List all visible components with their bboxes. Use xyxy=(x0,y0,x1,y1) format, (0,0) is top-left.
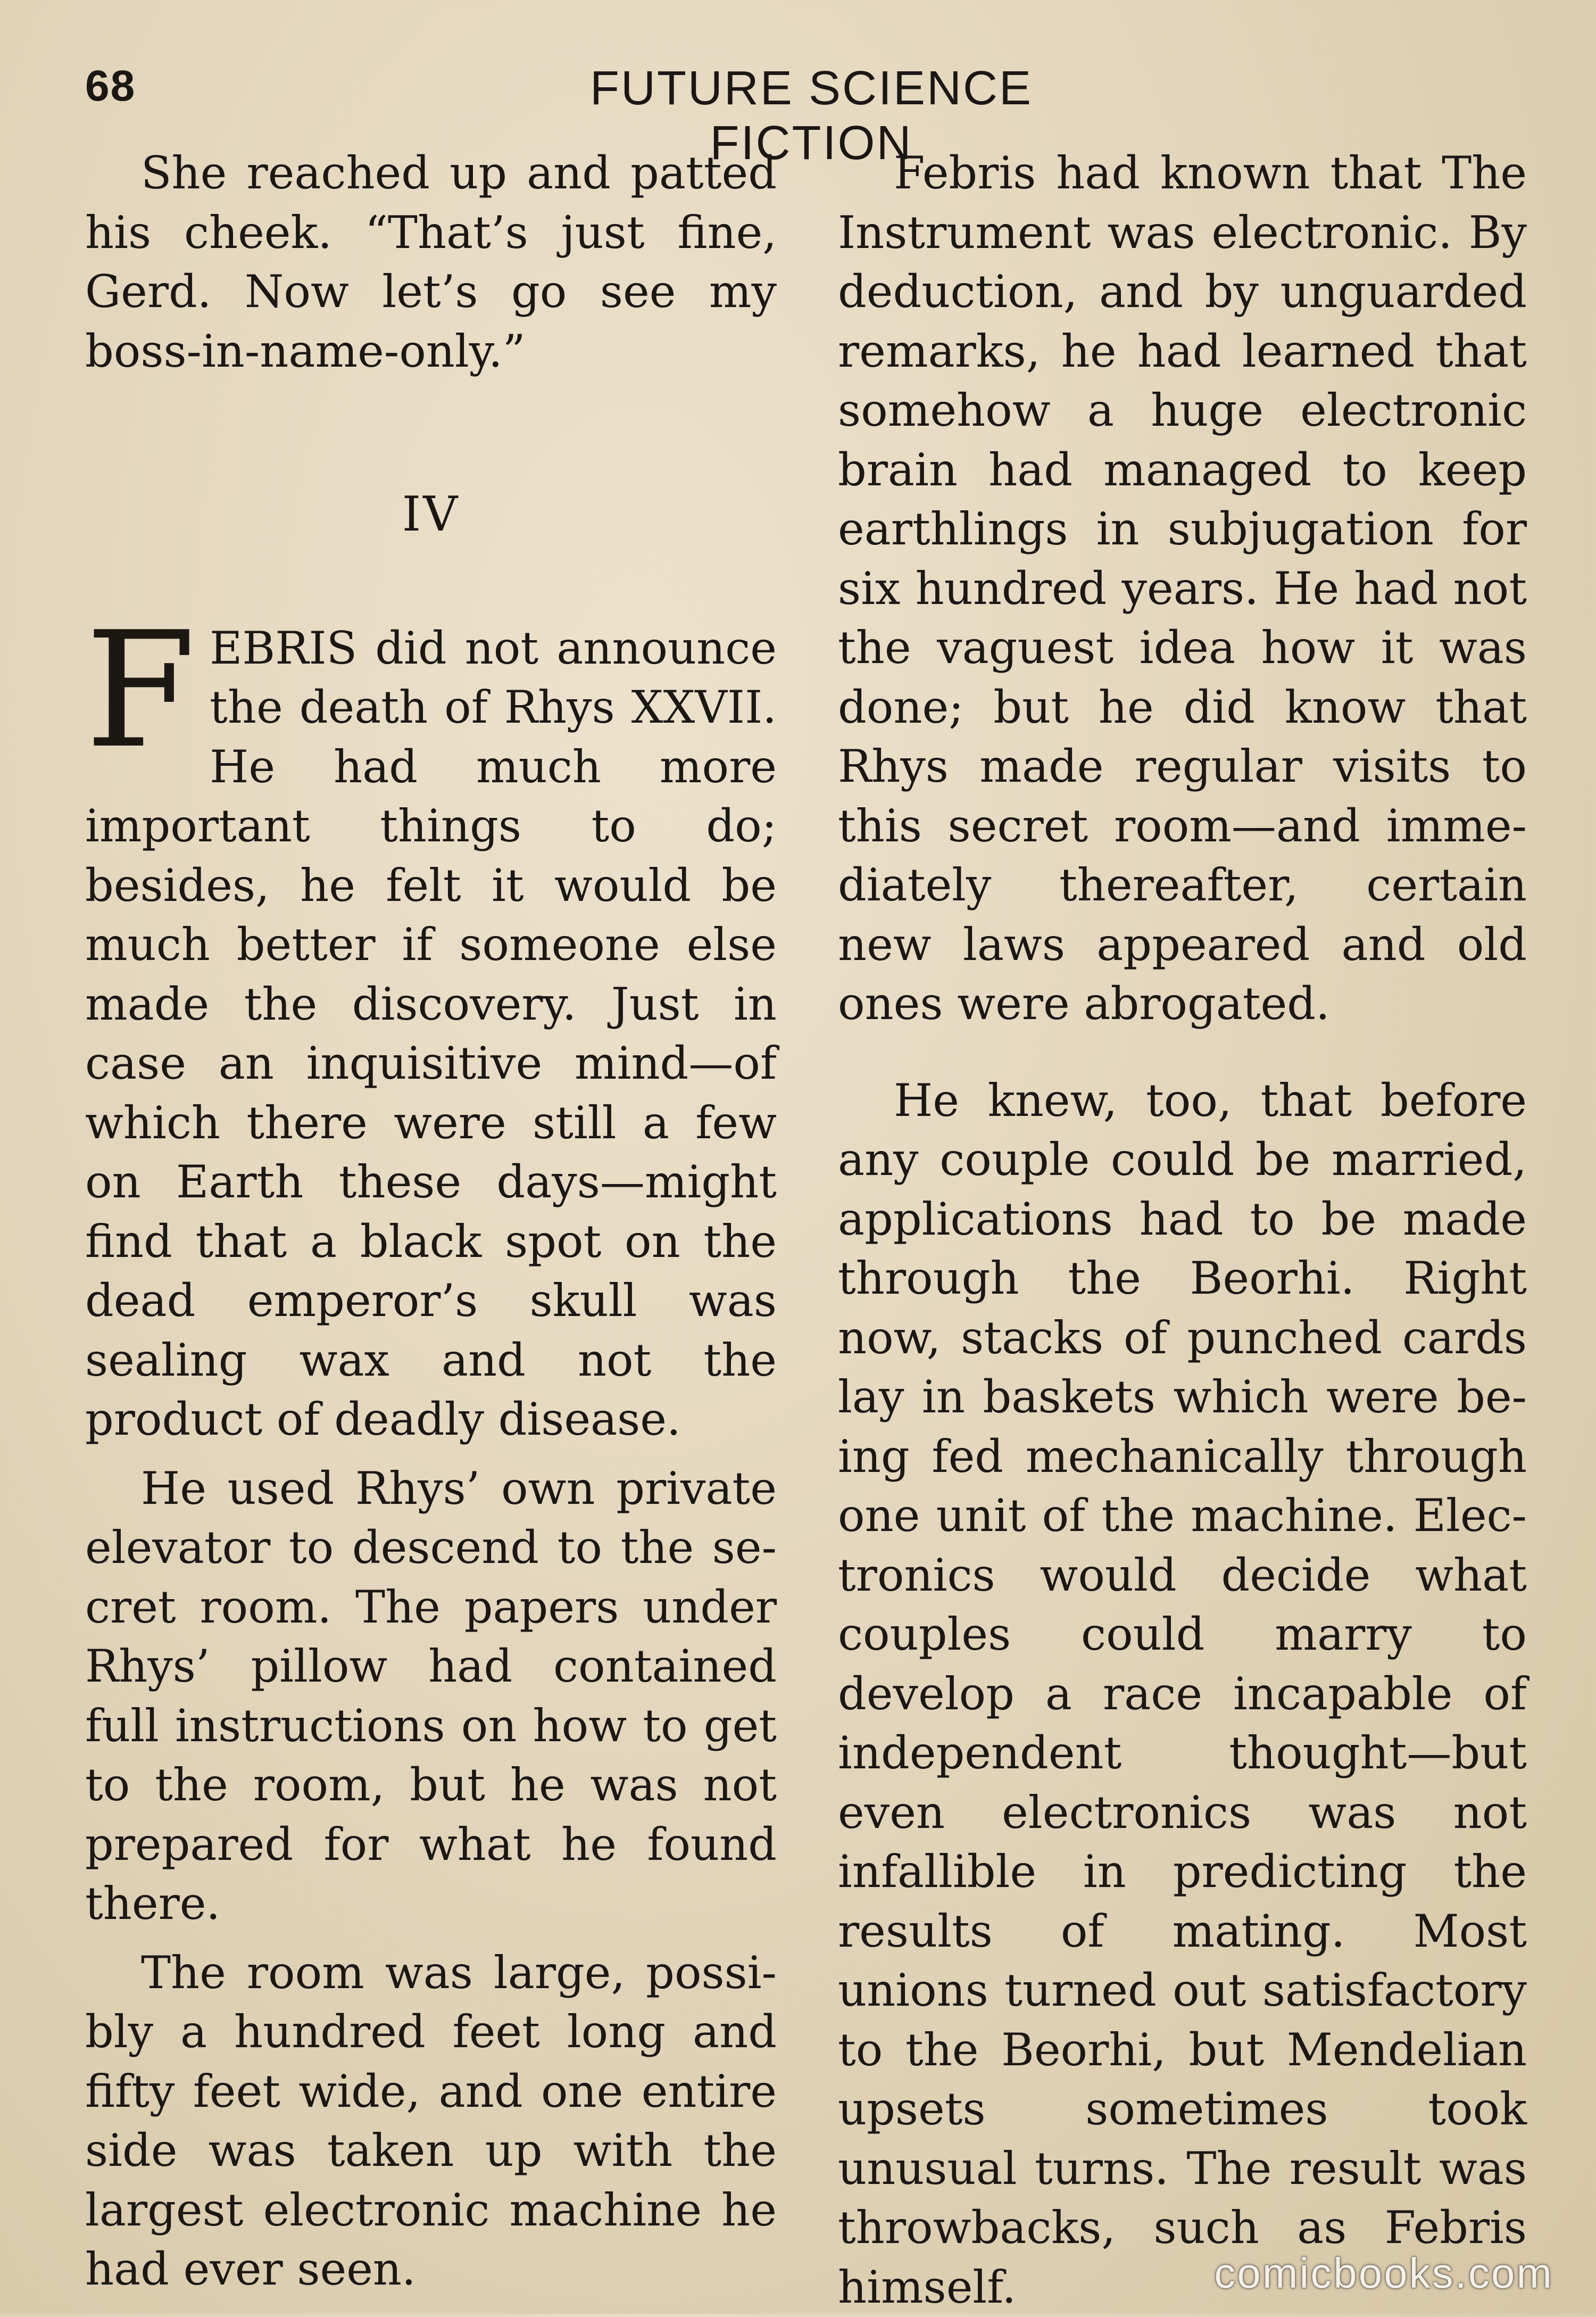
paragraph: The room was large, possibly a hundred feet long and fifty feet wide, and one entire side was taken up with the largest electronic machine he had ever seen. xyxy=(85,1943,777,2299)
running-title: FUTURE SCIENCE FICTION xyxy=(505,61,1117,171)
paragraph: Febris had known that The Instrument was electronic. By deduction, and by unguarded remarks, he had learned that somehow a huge electronic brain had managed to keep earthlings in subjugation for six hundred years. He had not the vaguest idea how it was done; but he did know that Rhys made regular visits to this secret room—and immediately thereafter, certain new laws appeared and old ones were abrogated. xyxy=(838,144,1527,1034)
paragraph: He used Rhys’ own private elevator to descend to the secret room. The papers under Rhys’ pillow had contained full instructions on how to get to the room, but he was not prepared for what he found there. xyxy=(85,1459,777,1934)
paragraph-text: EBRIS did not announce the death of Rhys XXVII. He had much more important things to do; besides, he felt it would be much better if someone else made the discovery. Just in case an inquisitive mind—of which there were still a few on Earth these days—might find that a black spot on the dead emperor’s skull was sealing wax and not the product of deadly disease. xyxy=(85,622,777,1446)
paragraph: He knew, too, that before any couple could be married, applications had to be made through the Beorhi. Right now, stacks of punched cards lay in baskets which were being fed mechanically through one unit of the machine. Electronics would decide what couples could marry to develop a race incapable of independent thought—but even electronics was not infallible in predicting the results of mating. Most unions turned out satisfactory to the Beorhi, but Mendelian upsets sometimes took unusual turns. The result was throwbacks, such as Febris himself. xyxy=(838,1071,1527,2317)
right-column xyxy=(838,144,1527,2317)
watermark: comicbooks.com xyxy=(1214,2249,1553,2298)
page-number: 68 xyxy=(85,61,136,111)
paragraph-dropcap xyxy=(85,619,777,1450)
section-number: IV xyxy=(85,485,777,544)
left-column xyxy=(85,144,777,2299)
drop-cap-letter: F xyxy=(85,625,210,760)
paragraph: She reached up and patted his cheek. “That’s just fine, Gerd. Now let’s go see my boss-in-name-only.” xyxy=(85,144,777,381)
